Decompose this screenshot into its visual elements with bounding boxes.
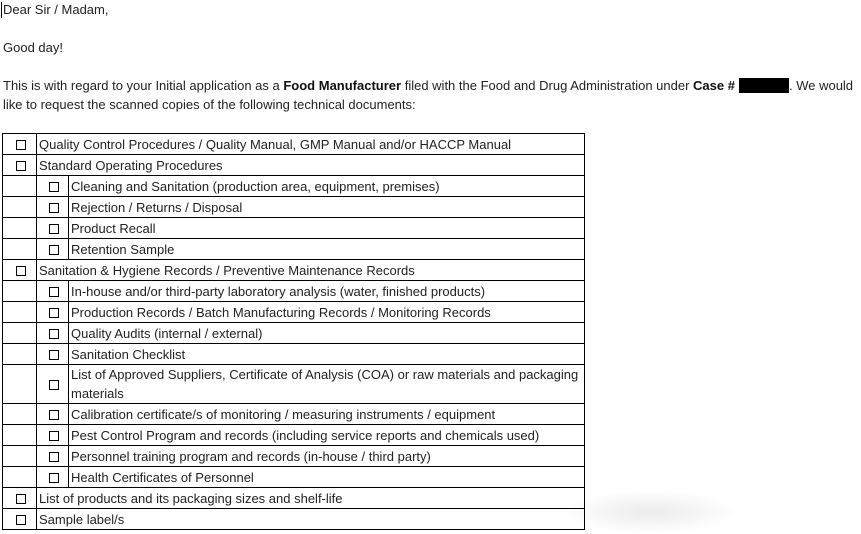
indent-cell — [3, 218, 37, 239]
checklist-subitem-label: Quality Audits (internal / external) — [69, 323, 585, 344]
checkbox[interactable] — [16, 161, 26, 171]
checklist-row — [3, 260, 585, 281]
indent-cell — [3, 302, 37, 323]
checklist-subrow — [3, 365, 585, 404]
checkbox[interactable] — [16, 140, 26, 150]
checklist-subitem-label: Health Certificates of Personnel — [69, 467, 585, 488]
sub-checkbox-cell — [37, 365, 69, 404]
checklist-row — [3, 509, 585, 530]
role-text: Food Manufacturer — [283, 78, 402, 93]
sub-checkbox[interactable] — [49, 182, 59, 192]
checklist-subitem-label: Product Recall — [69, 218, 585, 239]
checklist-subrow — [3, 404, 585, 425]
case-label: Case # — [693, 78, 735, 93]
checklist-subitem-label: Production Records / Batch Manufacturing Records / Monitoring Records — [69, 302, 585, 323]
checklist-subrow — [3, 239, 585, 260]
text-cursor — [1, 2, 2, 18]
checkbox-cell — [3, 509, 37, 530]
checklist-subrow — [3, 176, 585, 197]
indent-cell — [3, 446, 37, 467]
sub-checkbox[interactable] — [49, 203, 59, 213]
sub-checkbox-cell — [37, 239, 69, 260]
checklist-row — [3, 488, 585, 509]
sub-checkbox[interactable] — [49, 431, 59, 441]
sub-checkbox-cell — [37, 302, 69, 323]
indent-cell — [3, 404, 37, 425]
checklist-subrow — [3, 281, 585, 302]
body-middle: filed with the Food and Drug Administration under — [401, 78, 694, 93]
sub-checkbox[interactable] — [49, 224, 59, 234]
checklist-subrow — [3, 302, 585, 323]
sub-checkbox[interactable] — [49, 380, 59, 390]
sub-checkbox-cell — [37, 446, 69, 467]
indent-cell — [3, 176, 37, 197]
sub-checkbox-cell — [37, 176, 69, 197]
indent-cell — [3, 365, 37, 404]
sub-checkbox-cell — [37, 281, 69, 302]
body-suffix: . We would like to request the scanned copies of the following technical documents: — [3, 78, 854, 112]
sub-checkbox[interactable] — [49, 287, 59, 297]
indent-cell — [3, 281, 37, 302]
checkbox-cell — [3, 260, 37, 281]
indent-cell — [3, 197, 37, 218]
checklist-row — [3, 134, 585, 155]
checklist-subitem-label: Personnel training program and records (in-house / third party) — [69, 446, 585, 467]
indent-cell — [3, 344, 37, 365]
sub-checkbox[interactable] — [49, 473, 59, 483]
checklist-subitem-label: Pest Control Program and records (including service reports and chemicals used) — [69, 425, 585, 446]
sub-checkbox[interactable] — [49, 245, 59, 255]
indent-cell — [3, 467, 37, 488]
checklist-subitem-label: Calibration certificate/s of monitoring / measuring instruments / equipment — [69, 404, 585, 425]
checkbox[interactable] — [16, 494, 26, 504]
indent-cell — [3, 239, 37, 260]
documents-checklist-table — [2, 133, 585, 530]
checklist-subrow — [3, 344, 585, 365]
checklist-subrow — [3, 446, 585, 467]
checklist-subrow — [3, 197, 585, 218]
sub-checkbox-cell — [37, 344, 69, 365]
sub-checkbox[interactable] — [49, 452, 59, 462]
checklist-row — [3, 155, 585, 176]
sub-checkbox[interactable] — [49, 308, 59, 318]
sub-checkbox[interactable] — [49, 350, 59, 360]
checklist-item-label: Sanitation & Hygiene Records / Preventive Maintenance Records — [37, 260, 585, 281]
indent-cell — [3, 323, 37, 344]
sub-checkbox-cell — [37, 467, 69, 488]
redacted-case-number — [739, 78, 789, 93]
body-paragraph — [3, 76, 855, 114]
checklist-subitem-label: List of Approved Suppliers, Certificate of Analysis (COA) or raw materials and packaging materials — [69, 365, 585, 404]
checkbox-cell — [3, 488, 37, 509]
greeting: Good day! — [3, 40, 63, 55]
checkbox-cell — [3, 134, 37, 155]
checklist-subitem-label: Retention Sample — [69, 239, 585, 260]
sub-checkbox-cell — [37, 425, 69, 446]
sub-checkbox[interactable] — [49, 410, 59, 420]
sub-checkbox[interactable] — [49, 329, 59, 339]
checklist-subitem-label: Cleaning and Sanitation (production area, equipment, premises) — [69, 176, 585, 197]
checklist-subitem-label: Rejection / Returns / Disposal — [69, 197, 585, 218]
checkbox[interactable] — [16, 266, 26, 276]
checkbox[interactable] — [16, 515, 26, 525]
sub-checkbox-cell — [37, 197, 69, 218]
salutation: Dear Sir / Madam, — [3, 2, 109, 17]
sub-checkbox-cell — [37, 404, 69, 425]
indent-cell — [3, 425, 37, 446]
checklist-subrow — [3, 425, 585, 446]
checklist-subitem-label: Sanitation Checklist — [69, 344, 585, 365]
page-shadow — [560, 490, 740, 534]
checkbox-cell — [3, 155, 37, 176]
sub-checkbox-cell — [37, 323, 69, 344]
checklist-subrow — [3, 323, 585, 344]
checklist-item-label: Sample label/s — [37, 509, 585, 530]
checklist-item-label: Standard Operating Procedures — [37, 155, 585, 176]
checklist-subrow — [3, 218, 585, 239]
body-prefix: This is with regard to your Initial application as a — [3, 78, 284, 93]
sub-checkbox-cell — [37, 218, 69, 239]
checklist-item-label: List of products and its packaging sizes and shelf-life — [37, 488, 585, 509]
checklist-subrow — [3, 467, 585, 488]
checklist-item-label: Quality Control Procedures / Quality Manual, GMP Manual and/or HACCP Manual — [37, 134, 585, 155]
checklist-subitem-label: In-house and/or third-party laboratory analysis (water, finished products) — [69, 281, 585, 302]
